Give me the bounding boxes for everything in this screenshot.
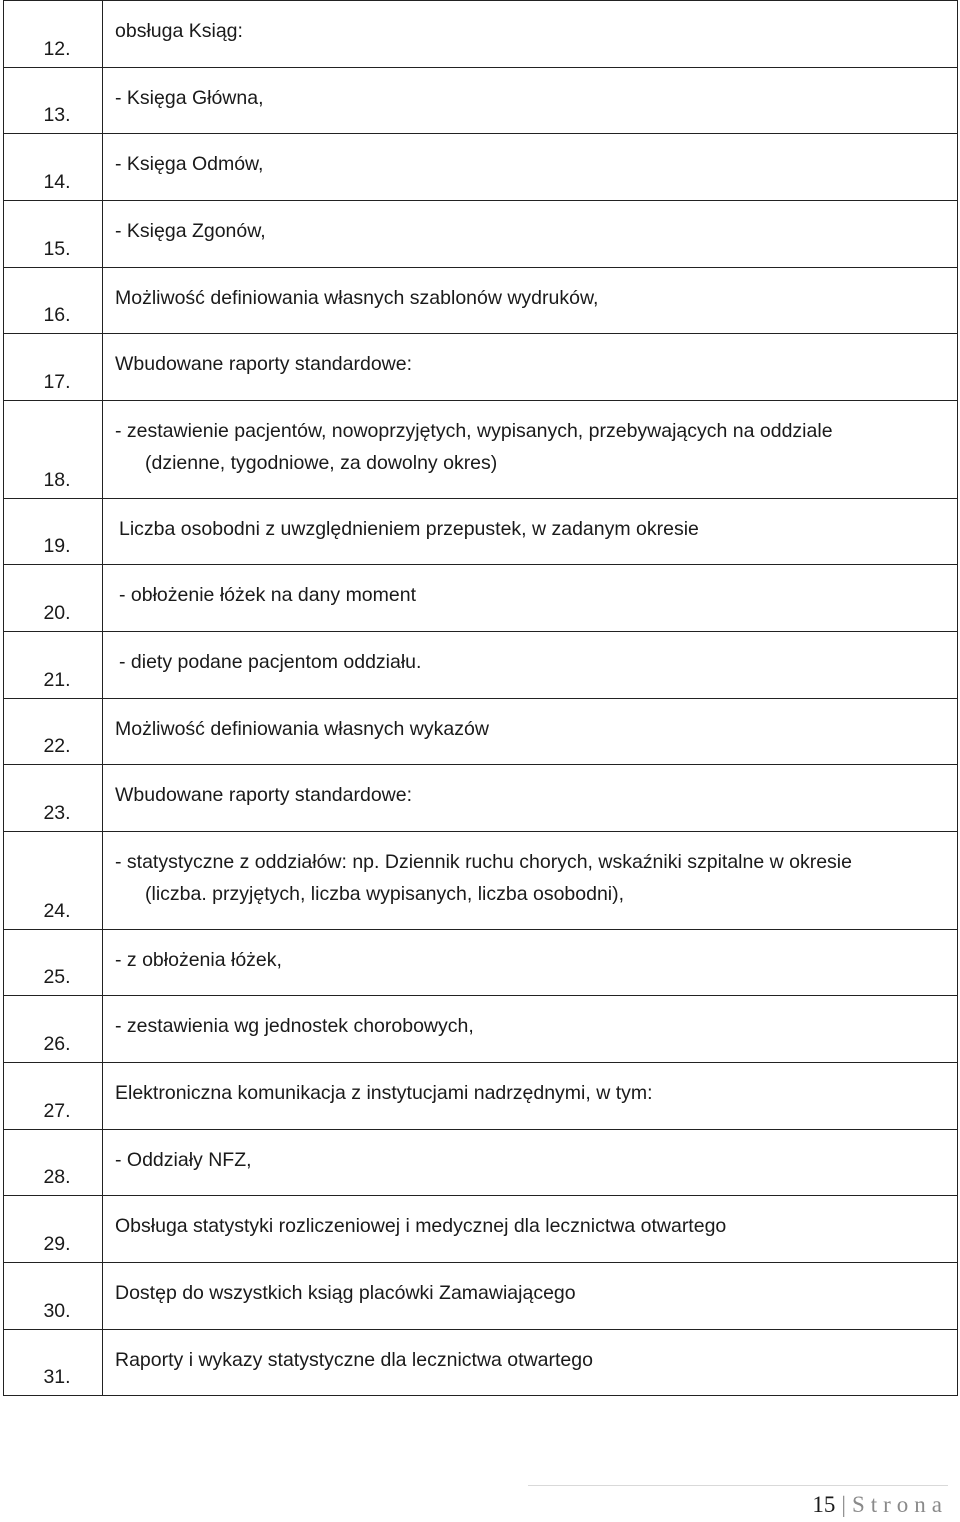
table-row	[4, 698, 958, 765]
row-number-cell	[4, 401, 103, 499]
table-row	[4, 201, 958, 268]
row-text-cell	[103, 832, 958, 930]
row-number-cell	[4, 498, 103, 565]
row-text-cell	[103, 1129, 958, 1196]
row-number-cell	[4, 267, 103, 334]
table-row	[4, 1129, 958, 1196]
table-row	[4, 1, 958, 68]
table-row	[4, 565, 958, 632]
row-number: 12.	[43, 37, 71, 60]
row-number: 27.	[43, 1099, 71, 1122]
row-text: - Oddziały NFZ,	[115, 1148, 252, 1171]
table-row	[4, 134, 958, 201]
row-number-cell	[4, 201, 103, 268]
row-text: - Księga Odmów,	[115, 153, 264, 176]
row-text: - obłożenie łóżek na dany moment	[119, 584, 417, 607]
row-text-cell	[103, 1263, 958, 1330]
row-number-cell	[4, 929, 103, 996]
row-text-cell	[103, 1196, 958, 1263]
row-number: 25.	[43, 966, 71, 989]
row-text-cell	[103, 134, 958, 201]
row-number: 28.	[43, 1166, 71, 1189]
table-row	[4, 632, 958, 699]
row-text: Liczba osobodni z uwzględnieniem przepustek, w zadanym okresie	[119, 517, 699, 540]
row-text: Obsługa statystyki rozliczeniowej i medycznej dla lecznictwa otwartego	[115, 1215, 727, 1238]
row-number-cell	[4, 1062, 103, 1129]
row-text: obsługa Ksiąg:	[115, 20, 243, 42]
row-number-cell	[4, 632, 103, 699]
row-number: 19.	[43, 535, 71, 558]
row-text: Elektroniczna komunikacja z instytucjami nadrzędnymi, w tym:	[115, 1081, 653, 1104]
row-number: 20.	[43, 602, 71, 624]
table-row	[4, 832, 958, 930]
table-row	[4, 401, 958, 499]
row-text-cell	[103, 1329, 958, 1396]
row-number: 18.	[43, 468, 71, 491]
row-text: - Księga Zgonów,	[115, 220, 266, 243]
row-number: 15.	[43, 237, 71, 260]
row-text-cell	[103, 765, 958, 832]
row-text-cell	[103, 632, 958, 699]
row-number-cell	[4, 1329, 103, 1396]
page-number: 15	[812, 1492, 836, 1517]
row-text-cell	[103, 929, 958, 996]
row-text: - zestawienia wg jednostek chorobowych,	[115, 1015, 474, 1038]
row-text: Wbudowane raporty standardowe:	[115, 353, 413, 376]
row-number-cell	[4, 996, 103, 1063]
row-text-cell	[103, 201, 958, 268]
row-text: Wbudowane raporty standardowe:	[115, 784, 413, 807]
row-number: 29.	[43, 1233, 71, 1255]
table-row	[4, 67, 958, 134]
row-number: 17.	[43, 371, 71, 394]
page-footer	[528, 1485, 948, 1522]
row-number: 16.	[43, 304, 71, 327]
row-number: 23.	[43, 802, 71, 825]
requirements-table	[3, 0, 958, 1396]
row-number-cell	[4, 698, 103, 765]
table-row	[4, 498, 958, 565]
table-row	[4, 1329, 958, 1396]
row-number-cell	[4, 565, 103, 632]
table-row	[4, 996, 958, 1063]
row-text: - statystyczne z oddziałów: np. Dziennik ruchu chorych, wskaźniki szpitalne w okresie	[115, 851, 852, 874]
row-number-cell	[4, 134, 103, 201]
row-text: Dostęp do wszystkich ksiąg placówki Zamawiającego	[115, 1282, 576, 1304]
row-number: 22.	[43, 735, 71, 758]
table-row	[4, 1263, 958, 1330]
row-number-cell	[4, 1263, 103, 1330]
row-text-cell	[103, 67, 958, 134]
table-row	[4, 1196, 958, 1263]
row-text: - zestawienie pacjentów, nowoprzyjętych, wypisanych, przebywających na oddziale	[115, 420, 833, 443]
row-text: - diety podane pacjentom oddziału.	[119, 651, 422, 673]
row-number: 24.	[43, 899, 71, 922]
row-number: 30.	[43, 1299, 71, 1322]
row-text-cell	[103, 1, 958, 68]
row-text-cell	[103, 498, 958, 565]
row-number-cell	[4, 765, 103, 832]
row-number-cell	[4, 67, 103, 134]
row-number: 31.	[43, 1366, 71, 1389]
row-text: - z obłożenia łóżek,	[115, 948, 282, 971]
row-text-continuation: (liczba. przyjętych, liczba wypisanych, liczba osobodni),	[145, 883, 625, 906]
table-row	[4, 929, 958, 996]
row-text: Możliwość definiowania własnych szablonów wydruków,	[115, 286, 599, 309]
row-text-cell	[103, 1062, 958, 1129]
row-text: Raporty i wykazy statystyczne dla lecznictwa otwartego	[115, 1348, 593, 1371]
row-text-cell	[103, 267, 958, 334]
row-text-cell	[103, 996, 958, 1063]
row-text: Możliwość definiowania własnych wykazów	[115, 717, 489, 740]
page-label: Strona	[851, 1492, 948, 1517]
row-number-cell	[4, 1196, 103, 1263]
row-number-cell	[4, 1, 103, 68]
row-number-cell	[4, 334, 103, 401]
row-number-cell	[4, 1129, 103, 1196]
table-row	[4, 334, 958, 401]
row-number: 13.	[43, 104, 71, 127]
table-row	[4, 1062, 958, 1129]
page-indicator	[812, 1492, 948, 1518]
row-text-cell	[103, 698, 958, 765]
row-text-cell	[103, 565, 958, 632]
row-text-cell	[103, 401, 958, 499]
table-row	[4, 267, 958, 334]
row-number: 14.	[43, 171, 71, 194]
row-text: - Księga Główna,	[115, 86, 264, 109]
row-number-cell	[4, 832, 103, 930]
table-row	[4, 765, 958, 832]
row-number: 21.	[43, 668, 71, 691]
row-number: 26.	[43, 1032, 71, 1055]
row-text-cell	[103, 334, 958, 401]
footer-separator: |	[841, 1492, 846, 1517]
row-text-continuation: (dzienne, tygodniowe, za dowolny okres)	[145, 452, 498, 475]
